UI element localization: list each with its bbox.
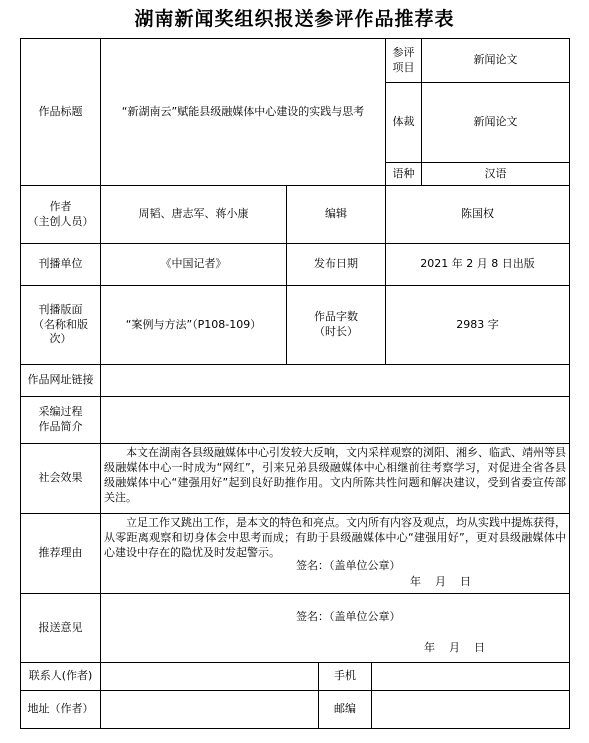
label-summary: 采编过程 作品简介 <box>38 405 83 433</box>
label-genre: 体裁 <box>392 115 415 129</box>
label-url: 作品网址链接 <box>27 373 94 387</box>
label-postcode: 邮编 <box>334 702 356 716</box>
value-layout: “案例与方法”（P108-109） <box>125 317 262 331</box>
value-genre: 新闻论文 <box>473 115 518 129</box>
value-author: 周韬、唐志军、蒋小康 <box>138 207 249 221</box>
value-work-title: “新湖南云”赋能县级融媒体中心建设的实践与思考 <box>121 104 365 118</box>
value-summary <box>101 397 569 443</box>
value-url[interactable] <box>101 365 569 396</box>
label-reason: 推荐理由 <box>38 546 83 560</box>
value-contact[interactable] <box>101 663 318 690</box>
label-publish-date: 发布日期 <box>314 257 358 271</box>
label-layout: 刊播版面 （名称和版 次） <box>33 302 88 346</box>
reason-text: 立足工作又跳出工作，是本文的特色和亮点。文内所有内容及观点，均从实践中提炼获得，从零距离观察和切身体会中思考而成；有助于县级融媒体中心“建强用好”，更对县级融媒体中心建设中存在的隐忧及时发起警示。 <box>104 516 566 559</box>
form-title: 湖南新闻奖组织报送参评作品推荐表 <box>134 8 455 30</box>
label-effect: 社会效果 <box>38 471 83 485</box>
value-category: 新闻论文 <box>473 53 518 67</box>
value-publisher: 《中国记者》 <box>160 257 227 271</box>
value-postcode[interactable] <box>372 691 569 728</box>
label-category: 参评 项目 <box>392 45 415 74</box>
opinion-signature: 签名：（盖单位公章） <box>296 609 401 623</box>
label-language: 语种 <box>392 166 415 180</box>
reason-date: 年 月 日 <box>410 574 471 588</box>
label-publisher: 刊播单位 <box>38 257 83 271</box>
reason-signature: 签名：（盖单位公章） <box>296 558 401 572</box>
label-address: 地址（作者） <box>27 702 94 716</box>
label-contact: 联系人(作者) <box>28 669 93 683</box>
value-effect <box>104 446 566 512</box>
label-phone: 手机 <box>334 669 356 683</box>
label-word-count: 作品字数 （时长） <box>314 310 358 338</box>
value-phone[interactable] <box>372 663 569 690</box>
value-reason <box>104 516 566 560</box>
effect-text: 本文在湖南各县级融媒体中心引发较大反响，文内采样观察的浏阳、湘乡、临武、靖州等县级融媒体中心一时成为“网红”，引来兄弟县级融媒体中心相继前往考察学习，对促进全省各县级融媒体中心“建强用好”起到良好助推作用。文内所陈共性问题和解决建议，受到省委宣传部关注。 <box>104 446 566 504</box>
value-publish-date: 2021 年 2 月 8 日出版 <box>420 257 535 271</box>
value-address[interactable] <box>101 691 318 728</box>
label-work-title: 作品标题 <box>38 104 83 118</box>
label-author: 作者 （主创人员） <box>27 199 94 228</box>
label-opinion: 报送意见 <box>38 620 83 634</box>
label-editor: 编辑 <box>325 207 347 221</box>
value-word-count: 2983 字 <box>456 317 499 331</box>
value-editor: 陈国权 <box>461 207 494 221</box>
value-language: 汉语 <box>484 166 507 180</box>
opinion-date: 年 月 日 <box>424 640 485 654</box>
